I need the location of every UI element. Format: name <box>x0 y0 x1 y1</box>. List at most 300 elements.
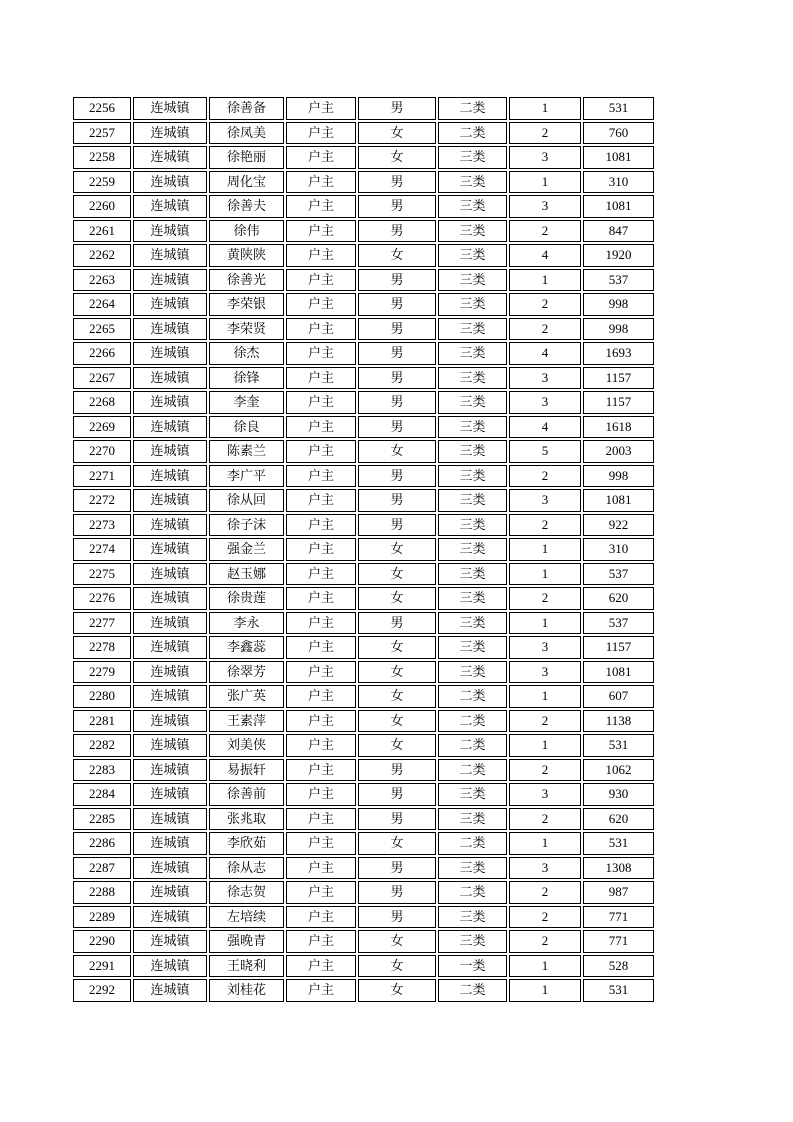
table-row <box>73 342 654 365</box>
table-row <box>73 440 654 463</box>
cell-relation: 户主 <box>286 293 356 316</box>
cell-name: 强晚青 <box>209 930 284 953</box>
cell-town: 连城镇 <box>133 391 207 414</box>
cell-serial-no: 2259 <box>73 171 131 194</box>
cell-serial-no: 2271 <box>73 465 131 488</box>
cell-relation: 户主 <box>286 146 356 169</box>
cell-household-size: 2 <box>509 318 581 341</box>
cell-relation: 户主 <box>286 220 356 243</box>
cell-gender: 男 <box>358 416 436 439</box>
table-row <box>73 734 654 757</box>
cell-household-size: 1 <box>509 97 581 120</box>
cell-amount: 1920 <box>583 244 654 267</box>
cell-amount: 620 <box>583 587 654 610</box>
cell-town: 连城镇 <box>133 416 207 439</box>
cell-category: 三类 <box>438 930 507 953</box>
cell-town: 连城镇 <box>133 734 207 757</box>
cell-relation: 户主 <box>286 416 356 439</box>
table-row <box>73 391 654 414</box>
cell-gender: 男 <box>358 906 436 929</box>
cell-town: 连城镇 <box>133 293 207 316</box>
cell-serial-no: 2261 <box>73 220 131 243</box>
cell-town: 连城镇 <box>133 538 207 561</box>
cell-serial-no: 2258 <box>73 146 131 169</box>
cell-gender: 男 <box>358 783 436 806</box>
cell-household-size: 2 <box>509 881 581 904</box>
cell-household-size: 1 <box>509 538 581 561</box>
table-row <box>73 661 654 684</box>
cell-amount: 531 <box>583 97 654 120</box>
cell-name: 李荣银 <box>209 293 284 316</box>
cell-amount: 1081 <box>583 661 654 684</box>
cell-amount: 537 <box>583 269 654 292</box>
cell-amount: 1062 <box>583 759 654 782</box>
table-row <box>73 881 654 904</box>
cell-relation: 户主 <box>286 342 356 365</box>
cell-amount: 771 <box>583 930 654 953</box>
cell-town: 连城镇 <box>133 97 207 120</box>
cell-amount: 760 <box>583 122 654 145</box>
cell-town: 连城镇 <box>133 367 207 390</box>
table-row <box>73 979 654 1002</box>
cell-town: 连城镇 <box>133 808 207 831</box>
cell-category: 三类 <box>438 808 507 831</box>
cell-serial-no: 2266 <box>73 342 131 365</box>
cell-relation: 户主 <box>286 661 356 684</box>
table-row <box>73 906 654 929</box>
cell-category: 三类 <box>438 318 507 341</box>
cell-gender: 男 <box>358 391 436 414</box>
cell-gender: 女 <box>358 710 436 733</box>
cell-relation: 户主 <box>286 685 356 708</box>
cell-category: 三类 <box>438 563 507 586</box>
cell-serial-no: 2272 <box>73 489 131 512</box>
table-row <box>73 122 654 145</box>
cell-category: 三类 <box>438 857 507 880</box>
cell-name: 徐善前 <box>209 783 284 806</box>
cell-serial-no: 2274 <box>73 538 131 561</box>
cell-category: 三类 <box>438 244 507 267</box>
cell-gender: 女 <box>358 930 436 953</box>
cell-relation: 户主 <box>286 97 356 120</box>
cell-town: 连城镇 <box>133 979 207 1002</box>
cell-household-size: 3 <box>509 857 581 880</box>
cell-category: 二类 <box>438 122 507 145</box>
cell-town: 连城镇 <box>133 171 207 194</box>
cell-relation: 户主 <box>286 636 356 659</box>
cell-gender: 女 <box>358 636 436 659</box>
cell-household-size: 3 <box>509 636 581 659</box>
cell-amount: 998 <box>583 293 654 316</box>
cell-amount: 1157 <box>583 367 654 390</box>
cell-category: 三类 <box>438 489 507 512</box>
cell-town: 连城镇 <box>133 489 207 512</box>
cell-category: 三类 <box>438 538 507 561</box>
cell-name: 周化宝 <box>209 171 284 194</box>
cell-gender: 女 <box>358 955 436 978</box>
table-row <box>73 416 654 439</box>
cell-town: 连城镇 <box>133 881 207 904</box>
cell-category: 三类 <box>438 783 507 806</box>
cell-amount: 310 <box>583 171 654 194</box>
cell-name: 李鑫蕊 <box>209 636 284 659</box>
cell-serial-no: 2290 <box>73 930 131 953</box>
cell-category: 三类 <box>438 906 507 929</box>
cell-gender: 男 <box>358 220 436 243</box>
cell-relation: 户主 <box>286 367 356 390</box>
cell-amount: 620 <box>583 808 654 831</box>
cell-relation: 户主 <box>286 318 356 341</box>
cell-household-size: 2 <box>509 759 581 782</box>
cell-household-size: 2 <box>509 930 581 953</box>
cell-relation: 户主 <box>286 563 356 586</box>
cell-serial-no: 2284 <box>73 783 131 806</box>
cell-gender: 男 <box>358 759 436 782</box>
table-row <box>73 563 654 586</box>
cell-serial-no: 2262 <box>73 244 131 267</box>
cell-household-size: 3 <box>509 489 581 512</box>
cell-household-size: 2 <box>509 465 581 488</box>
cell-serial-no: 2292 <box>73 979 131 1002</box>
cell-category: 三类 <box>438 587 507 610</box>
table-row <box>73 318 654 341</box>
cell-gender: 女 <box>358 146 436 169</box>
cell-town: 连城镇 <box>133 661 207 684</box>
cell-household-size: 1 <box>509 612 581 635</box>
cell-town: 连城镇 <box>133 146 207 169</box>
cell-household-size: 3 <box>509 391 581 414</box>
cell-gender: 男 <box>358 808 436 831</box>
cell-household-size: 3 <box>509 146 581 169</box>
cell-relation: 户主 <box>286 881 356 904</box>
cell-amount: 1693 <box>583 342 654 365</box>
cell-gender: 男 <box>358 293 436 316</box>
cell-relation: 户主 <box>286 122 356 145</box>
cell-gender: 女 <box>358 979 436 1002</box>
table-row <box>73 220 654 243</box>
cell-town: 连城镇 <box>133 465 207 488</box>
cell-amount: 771 <box>583 906 654 929</box>
cell-gender: 男 <box>358 514 436 537</box>
cell-relation: 户主 <box>286 930 356 953</box>
cell-name: 强金兰 <box>209 538 284 561</box>
cell-name: 李荣贤 <box>209 318 284 341</box>
cell-town: 连城镇 <box>133 342 207 365</box>
table-row <box>73 367 654 390</box>
table-row <box>73 587 654 610</box>
cell-town: 连城镇 <box>133 244 207 267</box>
cell-name: 易振轩 <box>209 759 284 782</box>
cell-town: 连城镇 <box>133 930 207 953</box>
cell-relation: 户主 <box>286 832 356 855</box>
cell-serial-no: 2264 <box>73 293 131 316</box>
table-row <box>73 171 654 194</box>
cell-household-size: 2 <box>509 514 581 537</box>
cell-household-size: 1 <box>509 563 581 586</box>
cell-name: 刘桂花 <box>209 979 284 1002</box>
cell-serial-no: 2270 <box>73 440 131 463</box>
cell-category: 三类 <box>438 293 507 316</box>
cell-household-size: 2 <box>509 710 581 733</box>
cell-category: 三类 <box>438 391 507 414</box>
cell-town: 连城镇 <box>133 857 207 880</box>
cell-town: 连城镇 <box>133 612 207 635</box>
cell-gender: 男 <box>358 195 436 218</box>
table-row <box>73 465 654 488</box>
cell-household-size: 1 <box>509 832 581 855</box>
cell-category: 三类 <box>438 661 507 684</box>
cell-serial-no: 2257 <box>73 122 131 145</box>
cell-amount: 1138 <box>583 710 654 733</box>
cell-town: 连城镇 <box>133 440 207 463</box>
cell-gender: 女 <box>358 563 436 586</box>
cell-amount: 531 <box>583 832 654 855</box>
cell-relation: 户主 <box>286 612 356 635</box>
cell-serial-no: 2283 <box>73 759 131 782</box>
cell-category: 三类 <box>438 440 507 463</box>
cell-relation: 户主 <box>286 979 356 1002</box>
cell-category: 二类 <box>438 832 507 855</box>
cell-household-size: 3 <box>509 661 581 684</box>
cell-relation: 户主 <box>286 587 356 610</box>
cell-relation: 户主 <box>286 734 356 757</box>
cell-relation: 户主 <box>286 857 356 880</box>
cell-name: 李永 <box>209 612 284 635</box>
cell-category: 二类 <box>438 734 507 757</box>
cell-household-size: 1 <box>509 979 581 1002</box>
cell-category: 三类 <box>438 416 507 439</box>
cell-household-size: 4 <box>509 416 581 439</box>
cell-category: 三类 <box>438 171 507 194</box>
cell-gender: 女 <box>358 661 436 684</box>
cell-town: 连城镇 <box>133 587 207 610</box>
cell-gender: 女 <box>358 244 436 267</box>
cell-serial-no: 2278 <box>73 636 131 659</box>
cell-serial-no: 2282 <box>73 734 131 757</box>
cell-name: 徐志贺 <box>209 881 284 904</box>
cell-town: 连城镇 <box>133 685 207 708</box>
cell-town: 连城镇 <box>133 220 207 243</box>
cell-household-size: 3 <box>509 783 581 806</box>
table-row <box>73 269 654 292</box>
cell-name: 徐从志 <box>209 857 284 880</box>
cell-gender: 男 <box>358 269 436 292</box>
table-row <box>73 538 654 561</box>
cell-serial-no: 2267 <box>73 367 131 390</box>
cell-amount: 607 <box>583 685 654 708</box>
cell-amount: 310 <box>583 538 654 561</box>
cell-town: 连城镇 <box>133 514 207 537</box>
cell-household-size: 2 <box>509 220 581 243</box>
cell-category: 二类 <box>438 881 507 904</box>
cell-gender: 男 <box>358 367 436 390</box>
cell-name: 张广英 <box>209 685 284 708</box>
cell-gender: 女 <box>358 538 436 561</box>
cell-category: 二类 <box>438 97 507 120</box>
cell-amount: 1081 <box>583 195 654 218</box>
table-row <box>73 955 654 978</box>
cell-name: 刘美侠 <box>209 734 284 757</box>
cell-category: 二类 <box>438 710 507 733</box>
cell-relation: 户主 <box>286 906 356 929</box>
cell-household-size: 1 <box>509 685 581 708</box>
cell-relation: 户主 <box>286 955 356 978</box>
cell-serial-no: 2286 <box>73 832 131 855</box>
cell-relation: 户主 <box>286 171 356 194</box>
cell-serial-no: 2265 <box>73 318 131 341</box>
cell-household-size: 3 <box>509 367 581 390</box>
cell-amount: 1308 <box>583 857 654 880</box>
table-row <box>73 857 654 880</box>
cell-amount: 1157 <box>583 391 654 414</box>
cell-relation: 户主 <box>286 440 356 463</box>
cell-relation: 户主 <box>286 465 356 488</box>
cell-gender: 女 <box>358 440 436 463</box>
cell-gender: 女 <box>358 685 436 708</box>
cell-name: 徐凤美 <box>209 122 284 145</box>
cell-amount: 528 <box>583 955 654 978</box>
cell-relation: 户主 <box>286 391 356 414</box>
cell-gender: 男 <box>358 171 436 194</box>
cell-name: 王素萍 <box>209 710 284 733</box>
cell-serial-no: 2269 <box>73 416 131 439</box>
cell-relation: 户主 <box>286 195 356 218</box>
cell-category: 三类 <box>438 220 507 243</box>
cell-household-size: 1 <box>509 955 581 978</box>
table-row <box>73 489 654 512</box>
cell-name: 徐翠芳 <box>209 661 284 684</box>
cell-name: 徐善光 <box>209 269 284 292</box>
cell-serial-no: 2288 <box>73 881 131 904</box>
cell-town: 连城镇 <box>133 122 207 145</box>
cell-amount: 531 <box>583 734 654 757</box>
cell-amount: 1157 <box>583 636 654 659</box>
cell-serial-no: 2268 <box>73 391 131 414</box>
table-row <box>73 244 654 267</box>
cell-gender: 女 <box>358 734 436 757</box>
table-row <box>73 612 654 635</box>
cell-category: 二类 <box>438 685 507 708</box>
cell-gender: 男 <box>358 489 436 512</box>
cell-amount: 537 <box>583 612 654 635</box>
cell-gender: 男 <box>358 612 436 635</box>
cell-household-size: 5 <box>509 440 581 463</box>
cell-category: 二类 <box>438 979 507 1002</box>
cell-name: 李欣茹 <box>209 832 284 855</box>
cell-town: 连城镇 <box>133 636 207 659</box>
cell-serial-no: 2273 <box>73 514 131 537</box>
cell-gender: 男 <box>358 97 436 120</box>
cell-name: 徐善夫 <box>209 195 284 218</box>
cell-name: 李奎 <box>209 391 284 414</box>
cell-relation: 户主 <box>286 489 356 512</box>
cell-town: 连城镇 <box>133 955 207 978</box>
cell-household-size: 1 <box>509 171 581 194</box>
cell-category: 三类 <box>438 146 507 169</box>
cell-household-size: 1 <box>509 269 581 292</box>
table-row <box>73 759 654 782</box>
cell-gender: 男 <box>358 881 436 904</box>
cell-town: 连城镇 <box>133 269 207 292</box>
cell-serial-no: 2275 <box>73 563 131 586</box>
cell-category: 三类 <box>438 636 507 659</box>
household-table <box>71 95 656 1004</box>
cell-amount: 930 <box>583 783 654 806</box>
cell-serial-no: 2260 <box>73 195 131 218</box>
cell-amount: 998 <box>583 318 654 341</box>
cell-gender: 男 <box>358 342 436 365</box>
table-row <box>73 293 654 316</box>
table-row <box>73 832 654 855</box>
cell-category: 三类 <box>438 465 507 488</box>
cell-town: 连城镇 <box>133 710 207 733</box>
cell-serial-no: 2289 <box>73 906 131 929</box>
cell-relation: 户主 <box>286 808 356 831</box>
cell-amount: 987 <box>583 881 654 904</box>
cell-relation: 户主 <box>286 759 356 782</box>
cell-serial-no: 2256 <box>73 97 131 120</box>
cell-household-size: 2 <box>509 587 581 610</box>
cell-town: 连城镇 <box>133 195 207 218</box>
cell-amount: 922 <box>583 514 654 537</box>
cell-name: 徐从回 <box>209 489 284 512</box>
cell-name: 徐杰 <box>209 342 284 365</box>
cell-relation: 户主 <box>286 783 356 806</box>
cell-household-size: 2 <box>509 293 581 316</box>
cell-amount: 847 <box>583 220 654 243</box>
table-row <box>73 636 654 659</box>
cell-name: 徐贵莲 <box>209 587 284 610</box>
table-row <box>73 685 654 708</box>
cell-town: 连城镇 <box>133 906 207 929</box>
cell-serial-no: 2287 <box>73 857 131 880</box>
table-row <box>73 808 654 831</box>
cell-name: 徐伟 <box>209 220 284 243</box>
cell-category: 一类 <box>438 955 507 978</box>
cell-name: 李广平 <box>209 465 284 488</box>
table-row <box>73 514 654 537</box>
table-row <box>73 97 654 120</box>
cell-serial-no: 2276 <box>73 587 131 610</box>
table-row <box>73 930 654 953</box>
cell-name: 徐锋 <box>209 367 284 390</box>
cell-gender: 女 <box>358 832 436 855</box>
cell-gender: 男 <box>358 857 436 880</box>
cell-town: 连城镇 <box>133 759 207 782</box>
cell-name: 赵玉娜 <box>209 563 284 586</box>
cell-amount: 1081 <box>583 489 654 512</box>
cell-category: 三类 <box>438 269 507 292</box>
cell-name: 徐善备 <box>209 97 284 120</box>
table-row <box>73 146 654 169</box>
cell-serial-no: 2280 <box>73 685 131 708</box>
cell-gender: 女 <box>358 587 436 610</box>
cell-serial-no: 2279 <box>73 661 131 684</box>
table-row <box>73 783 654 806</box>
cell-category: 二类 <box>438 759 507 782</box>
cell-serial-no: 2291 <box>73 955 131 978</box>
cell-name: 徐良 <box>209 416 284 439</box>
cell-relation: 户主 <box>286 710 356 733</box>
cell-household-size: 4 <box>509 342 581 365</box>
cell-amount: 998 <box>583 465 654 488</box>
cell-name: 左培续 <box>209 906 284 929</box>
cell-serial-no: 2285 <box>73 808 131 831</box>
cell-household-size: 2 <box>509 808 581 831</box>
cell-gender: 男 <box>358 318 436 341</box>
cell-relation: 户主 <box>286 514 356 537</box>
cell-category: 三类 <box>438 367 507 390</box>
